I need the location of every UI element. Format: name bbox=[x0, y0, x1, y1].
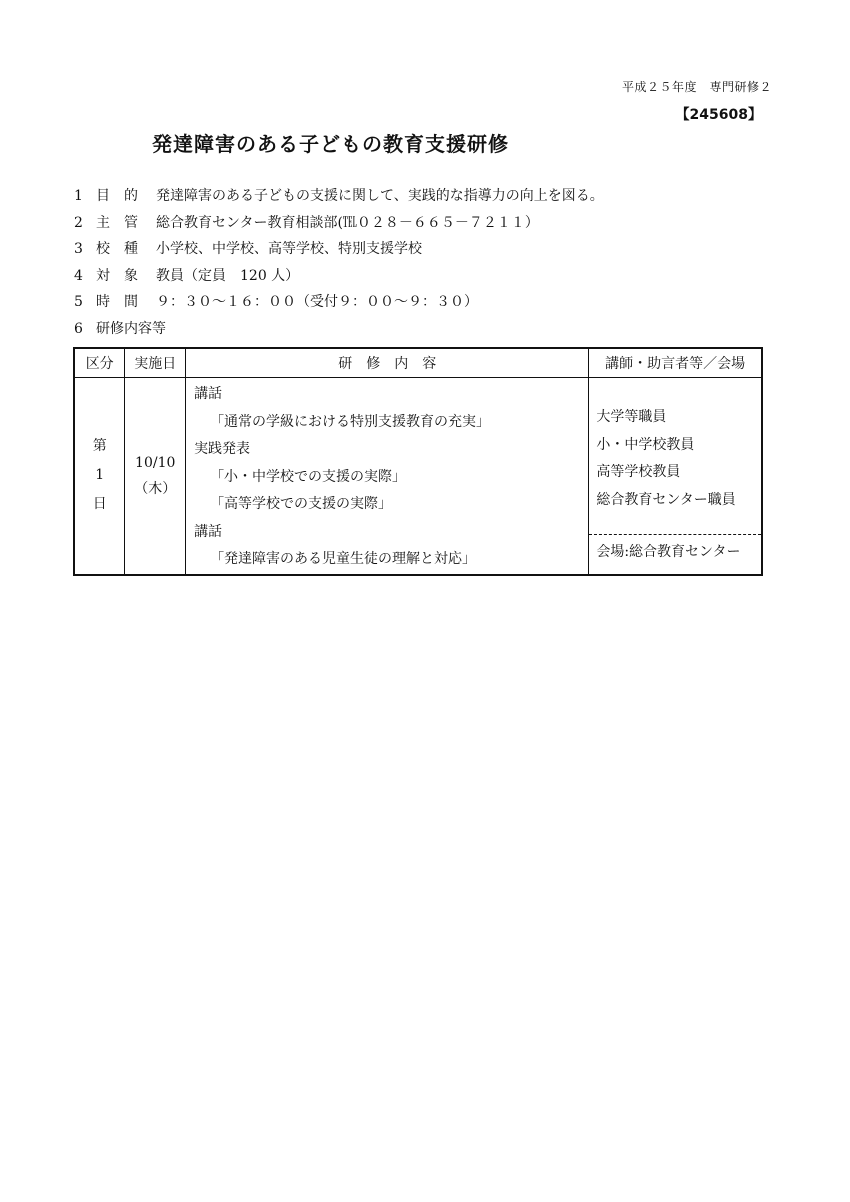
info-number: 6 bbox=[74, 320, 83, 337]
venue: 会場:総合教育センター bbox=[589, 534, 761, 569]
content-line: 「発達障害のある児童生徒の理解と対応」 bbox=[210, 551, 477, 567]
info-item-target bbox=[74, 263, 604, 290]
day-cell bbox=[74, 378, 125, 575]
info-number: 5 bbox=[74, 294, 83, 310]
lecturer-cell bbox=[589, 378, 762, 575]
lecturer-list bbox=[589, 378, 761, 534]
page-title: 発達障害のある子どもの教育支援研修 bbox=[152, 132, 509, 156]
schedule-table bbox=[73, 347, 763, 576]
content-line: 講話 bbox=[194, 523, 223, 540]
day-line: 第 bbox=[92, 438, 107, 455]
date-value: 10/10 bbox=[135, 454, 176, 471]
day-line: 日 bbox=[92, 496, 107, 513]
info-number: 2 bbox=[74, 214, 83, 231]
lecturer-item: 小・中学校教員 bbox=[596, 436, 695, 453]
info-item-purpose bbox=[74, 183, 604, 210]
content-line: 「通常の学級における特別支援教育の充実」 bbox=[210, 413, 491, 430]
header-lecturer: 講師・助言者等／会場 bbox=[589, 348, 762, 378]
table-row bbox=[74, 378, 762, 575]
info-text: 総合教育センター教育相談部(℡０２８－６６５－７２１１） bbox=[156, 214, 539, 231]
content-line: 「高等学校での支援の実際」 bbox=[210, 496, 393, 512]
info-number: 1 bbox=[74, 188, 83, 204]
content-line: 講話 bbox=[194, 386, 223, 402]
header-date: 実施日 bbox=[125, 348, 186, 378]
course-code: 【245608】 bbox=[675, 107, 762, 123]
info-label: 校 種 bbox=[96, 241, 138, 257]
section-label: 研修内容等 bbox=[96, 320, 166, 337]
header-kubun: 区分 bbox=[74, 348, 125, 378]
content-line: 「小・中学校での支援の実際」 bbox=[210, 468, 407, 485]
content-line: 実践発表 bbox=[194, 441, 251, 457]
info-label: 時 間 bbox=[96, 294, 138, 310]
info-text: 発達障害のある子どもの支援に関して、実践的な指導力の向上を図る。 bbox=[156, 188, 604, 204]
content-cell bbox=[186, 378, 589, 575]
info-label: 目 的 bbox=[96, 188, 138, 204]
info-text: ９：３０～１６：００（受付９：００～９：３０） bbox=[156, 294, 478, 310]
lecturer-item: 大学等職員 bbox=[596, 409, 667, 425]
info-item-contents-heading bbox=[74, 316, 604, 343]
info-number: 3 bbox=[74, 241, 83, 257]
info-text: 教員（定員 120 人） bbox=[156, 267, 300, 284]
date-cell bbox=[125, 378, 186, 575]
table-header-row bbox=[74, 348, 762, 378]
info-item-organizer bbox=[74, 210, 604, 237]
info-item-time bbox=[74, 289, 604, 316]
lecturer-item: 高等学校教員 bbox=[596, 464, 681, 480]
date-weekday: （木） bbox=[134, 480, 177, 497]
header-content: 研 修 内 容 bbox=[186, 348, 589, 378]
day-line: 1 bbox=[95, 467, 105, 484]
info-number: 4 bbox=[74, 267, 83, 284]
info-text: 小学校、中学校、高等学校、特別支援学校 bbox=[156, 241, 422, 257]
info-list bbox=[74, 183, 604, 342]
lecturer-item: 総合教育センター職員 bbox=[596, 491, 736, 508]
info-label: 対 象 bbox=[96, 267, 138, 284]
info-item-school-type bbox=[74, 236, 604, 263]
year-label: 平成２５年度 専門研修２ bbox=[621, 80, 772, 94]
info-label: 主 管 bbox=[96, 214, 138, 231]
